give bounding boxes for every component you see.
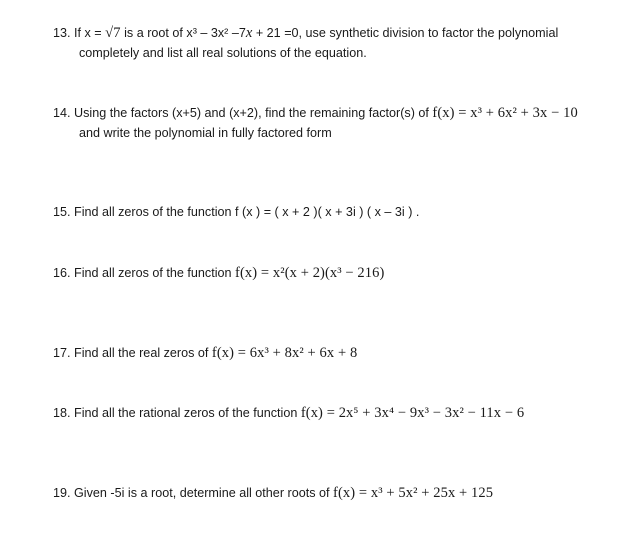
question-text: Find all zeros of the function	[74, 266, 232, 280]
math-expression: √7	[105, 25, 121, 41]
question-number: 18.	[53, 406, 71, 420]
question-15	[53, 202, 638, 222]
question-17	[53, 343, 638, 363]
math-expression: f(x) = x³ + 5x² + 25x + 125	[333, 485, 494, 501]
math-expression: f(x) = x³ + 6x² + 3x − 10	[432, 105, 578, 121]
question-text: Using the factors (x+5) and (x+2), find the remaining factor(s) of	[74, 106, 429, 120]
question-18	[53, 403, 638, 423]
question-19	[53, 483, 638, 503]
math-expression: f(x) = 2x⁵ + 3x⁴ − 9x³ − 3x² − 11x − 6	[300, 405, 525, 421]
math-variable: x	[245, 25, 253, 41]
question-text: + 21 =0, use synthetic division to factor the polynomial	[255, 26, 559, 40]
question-text: Find all the rational zeros of the function	[74, 406, 298, 420]
question-text: Given -5i is a root, determine all other roots of	[74, 486, 330, 500]
question-text-line-2: and write the polynomial in fully factored form	[79, 126, 332, 140]
question-number: 14.	[53, 106, 71, 120]
question-text: Find all zeros of the function f (x ) = ( x + 2 )( x + 3i ) ( x – 3i ) .	[74, 205, 420, 219]
question-text: Find all the real zeros of	[74, 346, 209, 360]
question-number: 15.	[53, 205, 71, 219]
question-13	[53, 23, 638, 63]
question-number: 13.	[53, 26, 71, 40]
question-16	[53, 263, 638, 283]
math-expression: f(x) = 6x³ + 8x² + 6x + 8	[211, 345, 358, 361]
question-14	[53, 103, 638, 143]
math-expression: f(x) = x²(x + 2)(x³ − 216)	[235, 265, 385, 281]
question-number: 16.	[53, 266, 71, 280]
question-number: 19.	[53, 486, 71, 500]
question-text: is a root of x³ – 3x² –7	[124, 26, 246, 40]
question-text-line-2: completely and list all real solutions of the equation.	[79, 46, 367, 60]
question-number: 17.	[53, 346, 71, 360]
question-text: If x =	[74, 26, 102, 40]
